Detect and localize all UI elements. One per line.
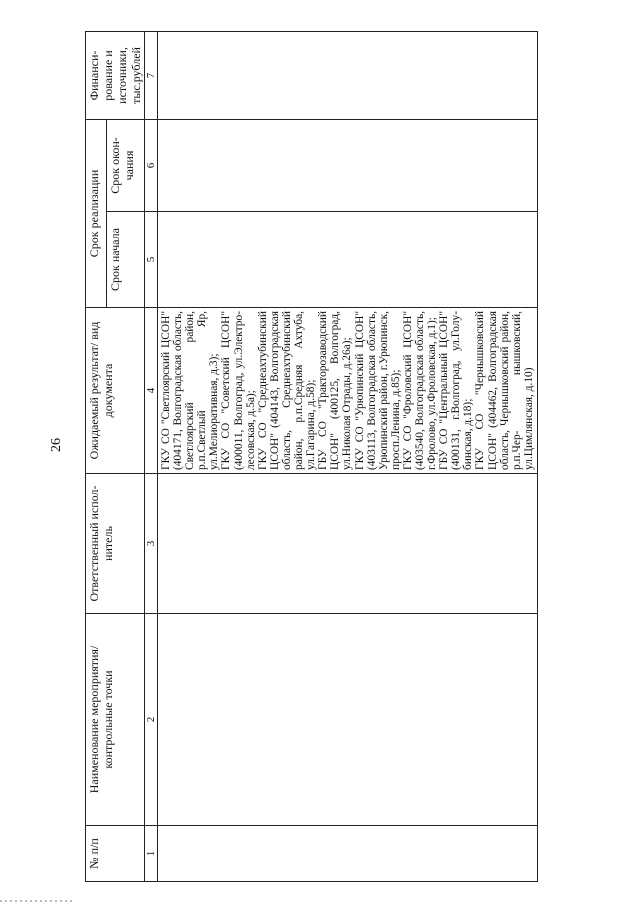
column-number-6: 6 (145, 119, 158, 211)
cell-term-end (158, 119, 538, 211)
cell-num (158, 826, 538, 882)
column-number-1: 1 (145, 826, 158, 882)
cell-executor (158, 474, 538, 614)
list-item: ГКУ СО "Советский ЦСОН" (400011, Волгоград, ул.Электро- лесовская, д.5а); (220, 311, 257, 470)
column-number-4: 4 (145, 308, 158, 474)
list-item: ГКУ СО "Урюпинский ЦСОН" (403113, Волгоградская область, Урюпинский район, г.Урюпинск, просп.Ленина, д.85); (353, 311, 402, 470)
header-term-start: Срок начала (106, 212, 144, 308)
scan-edge-mark (0, 900, 75, 902)
cell-financing (158, 31, 538, 119)
header-num: № п/п (86, 826, 145, 882)
column-number-3: 3 (145, 474, 158, 614)
column-number-7: 7 (145, 31, 158, 119)
rotated-table-container (85, 32, 538, 882)
list-item: ГКУ СО "Светлоярский ЦСОН" (404171, Волгоградская область, Светлоярский район, р.п.Светлый Яр, ул.Мелиоративная, д.3); (160, 311, 221, 470)
header-name: Наименование мероприятия/ контрольные точки (86, 614, 145, 826)
list-item: ГБУ СО "Тракторозаводский ЦСОН" (400125, Волгоград, ул.Николая Отрады, д.26а); (317, 311, 354, 470)
column-number-5: 5 (145, 212, 158, 308)
cell-term-start (158, 212, 538, 308)
header-result: Ожидаемый результат/ вид документа (86, 308, 145, 474)
cell-result (158, 308, 538, 474)
plan-table (85, 31, 538, 882)
cell-name (158, 614, 538, 826)
header-executor: Ответственный испол- нитель (86, 474, 145, 614)
header-financing: Финанси- рование и источники, тыс.рублей (86, 31, 145, 119)
header-term: Срок реализации (86, 119, 107, 307)
list-item: ГБУ СО "Центральный ЦСОН" (400131, г.Волгоград, ул.Голу- бинская, д.18); (438, 311, 475, 470)
list-item: ГКУ СО "Фроловский ЦСОН" (403540, Волгоградская область, г.Фролово, ул.Фроловская, д.1); (401, 311, 439, 470)
column-number-2: 2 (145, 614, 158, 826)
list-item: ГКУ СО "Чернышковский ЦСОН" (404462, Волгоградская область, Чернышковский район, р.п.Чер- нышковский, ул.Цимлянская, д.10) (474, 311, 535, 470)
page-number: 26 (49, 438, 64, 452)
header-term-end: Срок окон- чания (106, 119, 144, 211)
list-item: ГКУ СО "Среднеахтубинский ЦСОН" (404143, Волгоградская область, Среднеахтубинский район, р.п.Средняя Ахтуба, ул.Гагарина, д.58); (256, 311, 318, 470)
table-row (158, 31, 538, 881)
